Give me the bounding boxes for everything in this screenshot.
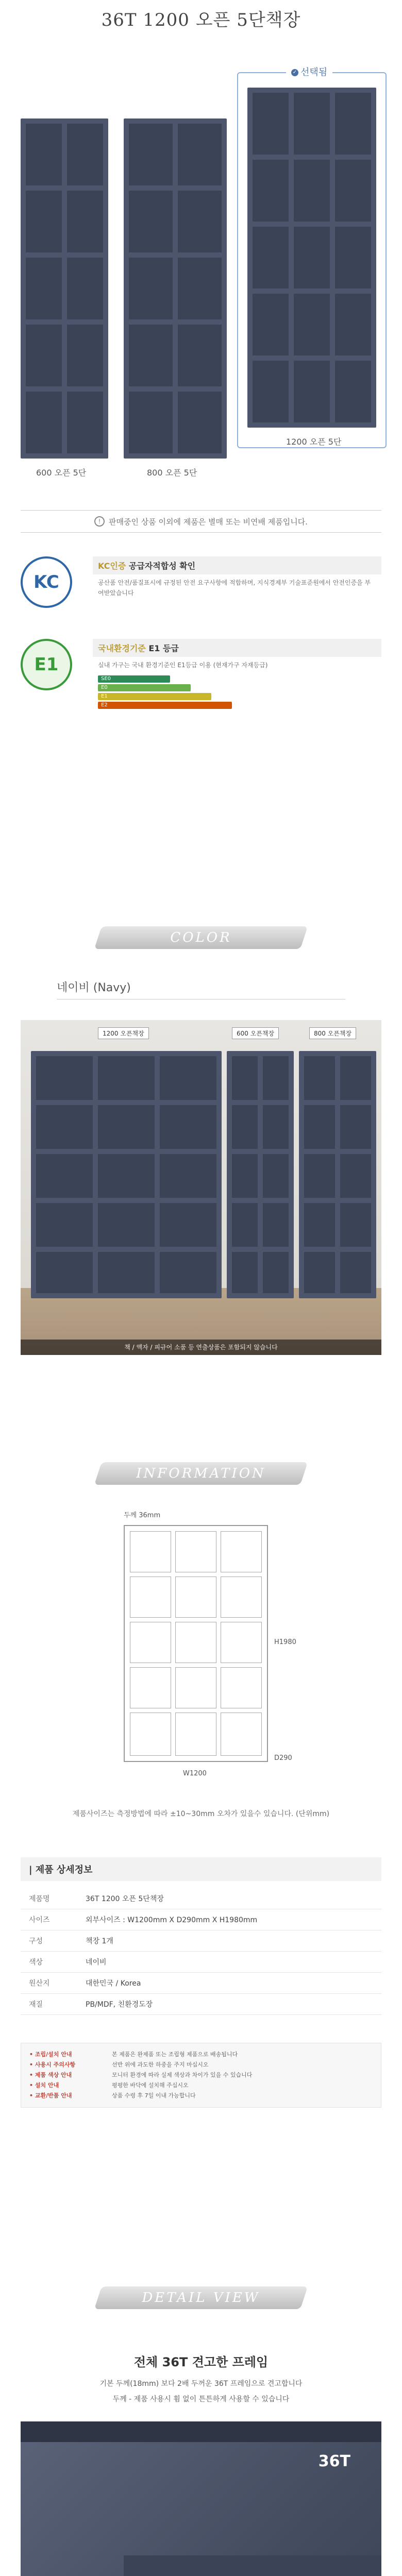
grade-e0: E0	[98, 684, 191, 691]
warning-row: • 교환/반품 안내 상품 수령 후 7일 이내 가능합니다	[29, 2092, 196, 2099]
spec-row: 색상 네이비	[21, 1952, 381, 1973]
grade-bars	[93, 673, 381, 713]
depth-label: 두께 36mm	[124, 1512, 161, 1519]
room-photo	[21, 1020, 381, 1355]
size-label-600: 600 오픈 5단	[36, 468, 87, 478]
dim-tag-800: 800 오픈책장	[309, 1027, 356, 1039]
frame-text: 기본 두께(18mm) 보다 2배 두꺼운 36T 프레임으로 견고합니다	[99, 2380, 303, 2388]
shelf-600[interactable]	[21, 118, 108, 459]
info-ribbon: INFORMATION	[98, 1453, 304, 1494]
kc-text: 공산품 안전/품질표시에 규정된 안전 요구사항에 적합하며, 지식경제부 기술표준원에서 안전인증을 부여받았습니다	[98, 579, 371, 597]
frame-title: 전체 36T 견고한 프레임	[133, 2355, 269, 2369]
dim-tag-1200: 1200 오픈책장	[98, 1027, 149, 1039]
spec-row: 사이즈 외부사이즈 : W1200mm X D290mm X H1980mm	[21, 1909, 381, 1930]
grade-se0: SE0	[98, 675, 170, 683]
selected-tag: ✓ 선택됨	[286, 65, 332, 78]
spec-list	[21, 1888, 381, 2015]
size-label-800: 800 오픈 5단	[147, 468, 197, 478]
thickness-badge: 36T	[318, 2452, 350, 2470]
page-title: 36T 1200 오픈 5단책장	[101, 9, 301, 30]
page-header	[0, 0, 402, 36]
selected-frame	[237, 72, 387, 448]
spec-row: 원산지 대한민국 / Korea	[21, 1973, 381, 1994]
kc-certification	[21, 556, 381, 623]
width-label: W1200	[183, 1770, 207, 1777]
spec-title: | 제품 상세정보	[21, 1857, 381, 1881]
frame-photo	[21, 2421, 381, 2576]
spec-row: 구성 책장 1개	[21, 1930, 381, 1952]
side-label: D290	[274, 1754, 292, 1762]
warning-row: • 조립/설치 안내 본 제품은 완제품 또는 조립형 제품으로 배송됩니다	[29, 2051, 238, 2058]
detail-ribbon: DETAIL VIEW	[98, 2277, 304, 2318]
grade-e2: E2	[98, 702, 232, 709]
e1-logo: E1	[21, 639, 72, 690]
info-icon: !	[94, 516, 105, 527]
color-label: 네이비 (Navy)	[57, 979, 345, 999]
color-ribbon: COLOR	[98, 917, 304, 958]
grade-e1: E1	[98, 693, 211, 700]
frame-text-2: 두께 - 제품 사용시 휨 없이 튼튼하게 사용할 수 있습니다	[112, 2395, 290, 2403]
note-text: 판매중인 상품 이외에 제품은 별매 또는 비연배 제품입니다.	[109, 517, 308, 527]
shelf-800[interactable]	[124, 118, 227, 459]
e1-title: 국내환경기준 E1 등급	[93, 639, 381, 657]
height-label: H1980	[274, 1638, 296, 1646]
kc-logo: KC	[21, 556, 72, 608]
note-bar	[21, 510, 381, 533]
warning-row: • 제품 색상 안내 모니터 환경에 따라 실제 색상과 차이가 있을 수 있습니다	[29, 2072, 253, 2078]
kc-title: KC인증 공급자적합성 확인	[93, 556, 381, 574]
e1-certification	[21, 639, 381, 726]
info-note: 제품사이즈는 측정방법에 따라 ±10~30mm 오차가 있을수 있습니다. (단위mm)	[72, 1810, 330, 1818]
warning-row: • 설치 안내 평평한 바닥에 설치해 주십시오	[29, 2082, 189, 2089]
spec-row: 재질 PB/MDF, 친환경도장	[21, 1994, 381, 2015]
spec-row: 제품명 36T 1200 오픈 5단책장	[21, 1888, 381, 1909]
warning-row: • 사용시 주의사항 선반 위에 과도한 하중을 주지 마십시오	[29, 2061, 209, 2068]
dim-tag-600: 600 오픈책장	[232, 1027, 279, 1039]
warning-box	[21, 2043, 381, 2108]
e1-text: 실내 가구는 국내 환경기준인 E1등급 이용 (현재가구 자재등급)	[98, 662, 268, 669]
room-caption: 책 / 액자 / 피규어 소품 등 연출상품은 포함되지 않습니다	[21, 1340, 381, 1355]
size-label-1200: 1200 오픈 5단	[286, 437, 342, 447]
dimension-drawing	[98, 1504, 304, 1793]
check-icon: ✓	[291, 69, 298, 76]
